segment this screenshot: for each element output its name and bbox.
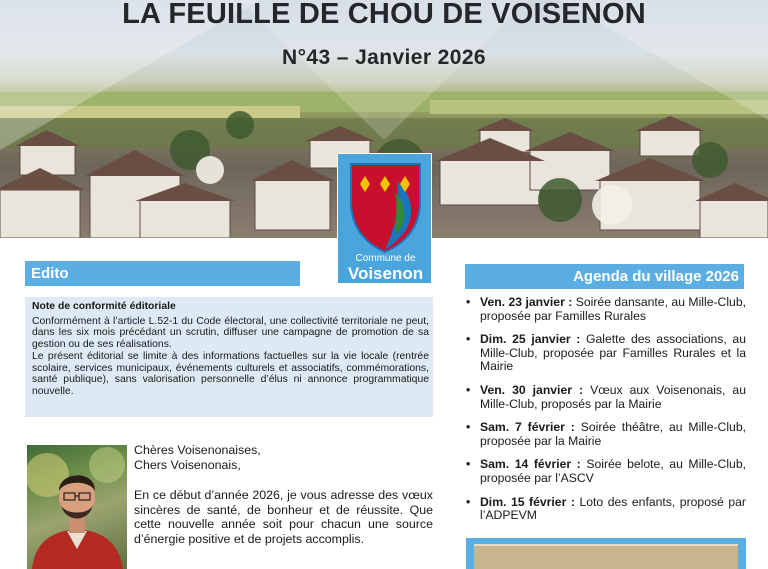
commune-logo [337, 153, 432, 284]
letter-body: En ce début d’année 2026, je vous adresse des vœux sincères de santé, de bonheur et de réussite. Que cette nouvelle année soit pour chacun une source d’énergie positive et de projets accomplis. [134, 488, 433, 546]
agenda-item-date: Sam. 7 février : [480, 420, 575, 435]
editorial-letter [134, 443, 433, 547]
bottom-framed-image [466, 538, 746, 569]
agenda-item [466, 496, 746, 523]
bullet-icon: • [466, 420, 471, 435]
edito-heading: Edito [25, 261, 300, 286]
agenda-item-text: Galette des associations, au Mille-Club, proposée par Familles Rurales et la Mairie [480, 332, 746, 374]
issue-number: N°43 – Janvier 2026 [282, 46, 486, 69]
agenda-item-text: Soirée dansante, au Mille-Club, proposée par Familles Rurales [480, 295, 746, 323]
agenda-list [466, 296, 746, 533]
agenda-item-date: Sam. 14 février : [480, 457, 581, 472]
bullet-icon: • [466, 457, 471, 472]
letter-greeting: Chers Voisenonais, [134, 457, 241, 472]
agenda-item-text: Soirée théâtre, au Mille-Club, proposée par la Mairie [480, 420, 746, 448]
agenda-item-date: Ven. 30 janvier : [480, 382, 584, 397]
logo-label-small: Commune de [355, 253, 416, 264]
bullet-icon: • [466, 332, 471, 347]
compliance-note-paragraph: Conformément à l’article L.52-1 du Code électoral, une collectivité territoriale ne peut, dans les six mois précédant un scrutin, diffuser une campagne de promotion de sa gestion ou de ses réalisations. [32, 315, 429, 351]
compliance-note-title: Note de conformité éditoriale [32, 301, 176, 312]
agenda-item-text: Loto des enfants, proposé par l’ADPEVM [480, 494, 746, 523]
agenda-item-text: Soirée belote, au Mille-Club, proposée par l’ASCV [480, 457, 746, 485]
coat-of-arms-icon [349, 162, 422, 254]
bullet-icon: • [466, 382, 471, 397]
agenda-item [466, 458, 746, 485]
agenda-item [466, 384, 746, 411]
agenda-item-date: Dim. 15 février : [480, 494, 575, 509]
newsletter-title: LA FEUILLE DE CHOU DE VOISENON [122, 0, 646, 30]
letter-greeting: Chères Voisenonaises, [134, 443, 261, 457]
compliance-note-paragraph: Le présent éditorial se limite à des informations factuelles sur la vie locale (rentrée scolaire, services municipaux, événements culturels et associatifs, commémorations, santé publique), sans valorisation personnelle d’élus ni annonce programmatique nouvelle. [32, 350, 429, 397]
compliance-note [25, 297, 433, 417]
agenda-item-date: Dim. 25 janvier : [480, 332, 581, 347]
framed-picture [474, 544, 738, 569]
agenda-item [466, 296, 746, 323]
logo-label-name: Voisenon [347, 264, 424, 283]
agenda-item [466, 333, 746, 374]
portrait-illustration [27, 445, 127, 569]
agenda-heading: Agenda du village 2026 [465, 264, 744, 289]
agenda-item-date: Ven. 23 janvier : [480, 295, 573, 309]
bullet-icon: • [466, 494, 471, 509]
agenda-item [466, 421, 746, 448]
agenda-item-text: Vœux aux Voisenonais, au Mille-Club, proposés par la Mairie [480, 382, 746, 411]
bullet-icon: • [466, 295, 471, 309]
mayor-photo [27, 445, 127, 569]
